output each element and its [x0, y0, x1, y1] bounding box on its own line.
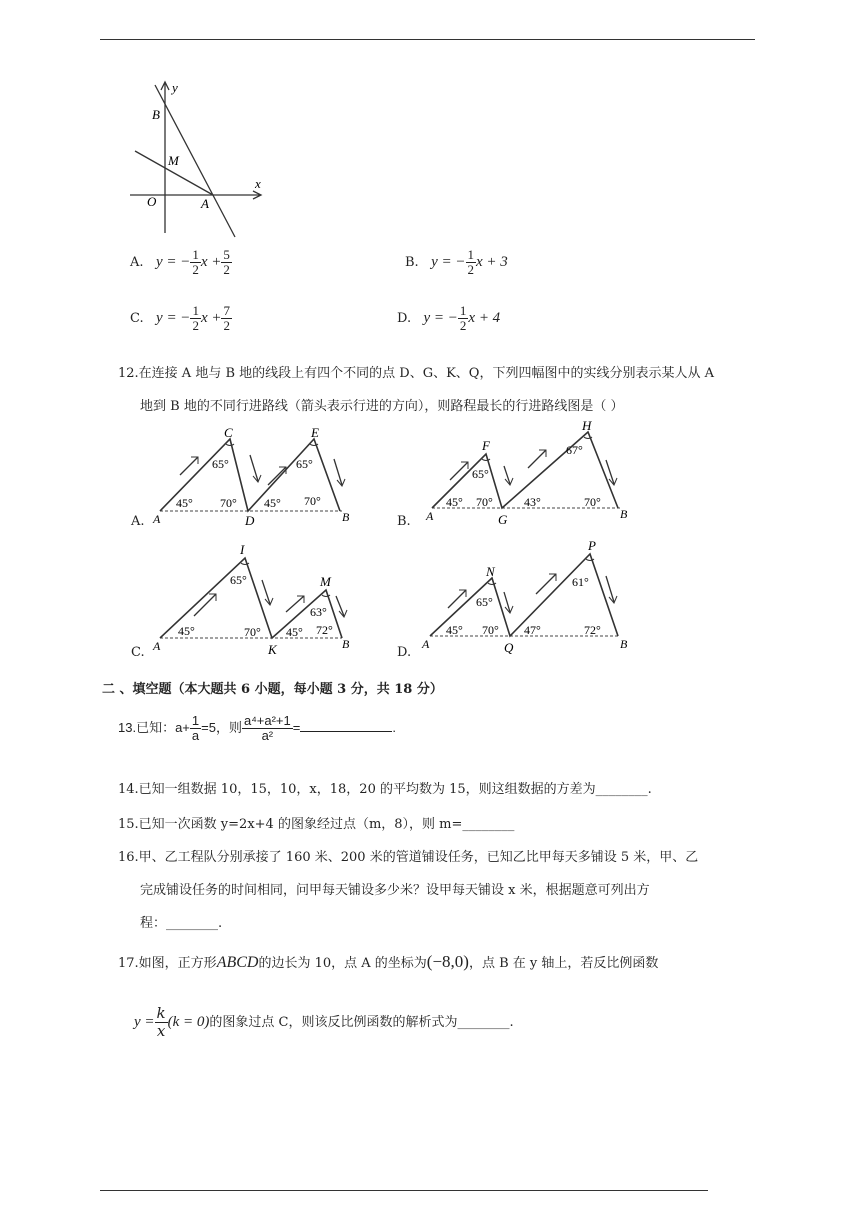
- q12-line1: 12.在连接 A 地与 B 地的线段上有四个不同的点 D、G、K、Q，下列四幅图中的实线分别表示某人从 A: [118, 366, 714, 381]
- fig-b-ang-6: 70°: [584, 495, 601, 509]
- graph-o-label: O: [147, 194, 157, 209]
- q16-line1: 16.甲、乙工程队分别承接了 160 米、200 米的管道铺设任务，已知乙比甲每天多铺设 5 米，甲、乙: [118, 850, 699, 865]
- fig-b-pt-h: H: [582, 418, 592, 433]
- fig-d-pt-q: Q: [504, 640, 514, 655]
- graph-x-label: x: [255, 176, 261, 191]
- fig-b-ang-1: 45°: [446, 495, 463, 509]
- fig-c-ang-4: 45°: [286, 625, 303, 639]
- q12-fig-d-label[interactable]: D.: [397, 645, 412, 660]
- fig-c-pt-i: I: [240, 542, 245, 557]
- header-rule: [100, 39, 755, 40]
- q12-line2: 地到 B 地的不同行进路线（箭头表示行进的方向），则路程最长的行进路线图是（ ）: [140, 399, 624, 414]
- fig-a-ang-6: 70°: [304, 494, 321, 508]
- section-2-heading: 二 、填空题（本大题共 6 小题，每小题 3 分，共 18 分）: [102, 682, 443, 697]
- fig-a-pt-b: B: [342, 510, 350, 524]
- fig-d-pt-a: A: [422, 637, 430, 651]
- fig-d-pt-n: N: [486, 564, 495, 579]
- fig-c-ang-2: 65°: [230, 573, 247, 587]
- fig-c-ang-6: 72°: [316, 623, 333, 637]
- fig-c-ang-3: 70°: [244, 625, 261, 639]
- fig-b-ang-5: 67°: [566, 443, 583, 457]
- q16-line3: 程：________.: [140, 916, 223, 931]
- fig-d-ang-5: 61°: [572, 575, 589, 589]
- q13: 13.已知：a+ $\frac{1}{a}$ =5，则 $\frac{\text{a⁴+a²+1}}{\text{a²}}$ = .: [118, 713, 396, 743]
- q14: 14.已知一组数据 10，15，10，x，18，20 的平均数为 15，则这组数据的方差为________.: [118, 782, 652, 797]
- footer-rule: [100, 1190, 708, 1191]
- q11-option-d[interactable]: D. y = − $\frac{1}{2}$ x + 4: [397, 303, 501, 333]
- q11-option-b[interactable]: B. y = − $\frac{1}{2}$ x + 3: [405, 247, 508, 277]
- graph-b-label: B: [152, 107, 160, 122]
- fig-a-ang-1: 45°: [176, 496, 193, 510]
- fig-a-ang-2: 65°: [212, 457, 229, 471]
- fig-d-pt-b: B: [620, 637, 628, 651]
- fig-d-ang-2: 65°: [476, 595, 493, 609]
- fig-b-pt-a: A: [426, 509, 434, 523]
- q17-line2: y = $\frac{k}{x}$ (k = 0)的图象过点 C，则该反比例函数的解析式为________.: [134, 1004, 514, 1040]
- graph-m-label: M: [168, 153, 179, 168]
- fig-a-ang-4: 45°: [264, 496, 281, 510]
- fig-c-pt-k: K: [268, 642, 277, 657]
- fig-b-pt-b: B: [620, 507, 628, 521]
- fig-b-pt-g: G: [498, 512, 508, 527]
- q11-option-c[interactable]: C. y = − $\frac{1}{2}$ x + $\frac{7}{2}$: [130, 303, 230, 333]
- q12-fig-b[interactable]: [420, 418, 640, 528]
- fig-c-pt-m: M: [320, 574, 331, 589]
- fig-d-ang-3: 70°: [482, 623, 499, 637]
- graph-y-label: y: [172, 80, 178, 95]
- q12-fig-a-label[interactable]: A.: [131, 514, 145, 529]
- fig-d-ang-1: 45°: [446, 623, 463, 637]
- q12-fig-d[interactable]: [418, 536, 640, 656]
- fig-a-pt-d: D: [245, 513, 255, 528]
- q13-answer-blank[interactable]: [300, 719, 392, 732]
- fig-b-pt-f: F: [482, 438, 490, 453]
- fig-b-ang-4: 43°: [524, 495, 541, 509]
- fig-d-ang-6: 72°: [584, 623, 601, 637]
- fig-b-ang-2: 65°: [472, 467, 489, 481]
- fig-b-ang-3: 70°: [476, 495, 493, 509]
- q11-option-a[interactable]: A. y = − $\frac{1}{2}$ x + $\frac{5}{2}$: [130, 247, 230, 277]
- fig-a-pt-e: E: [311, 425, 319, 440]
- fig-a-pt-a: A: [153, 512, 161, 526]
- q17-line1: 17.如图，正方形ABCD的边长为 10，点 A 的坐标为(−8,0)，点 B 在 y 轴上，若反比例函数: [118, 952, 659, 971]
- fig-a-pt-c: C: [224, 425, 233, 440]
- fig-d-ang-4: 47°: [524, 623, 541, 637]
- q11-graph: [125, 75, 275, 240]
- fig-c-ang-1: 45°: [178, 624, 195, 638]
- q12-fig-a[interactable]: [150, 425, 365, 530]
- q12-fig-c-label[interactable]: C.: [131, 645, 145, 660]
- fig-d-pt-p: P: [588, 538, 596, 553]
- q16-line2: 完成铺设任务的时间相同，问甲每天铺设多少米？设甲每天铺设 x 米，根据题意可列出方: [140, 883, 650, 898]
- fig-a-ang-3: 70°: [220, 496, 237, 510]
- q15: 15.已知一次函数 y=2x+4 的图象经过点（m，8），则 m=________: [118, 817, 515, 832]
- fig-c-pt-a: A: [153, 639, 161, 653]
- fig-c-pt-b: B: [342, 637, 350, 651]
- q12-fig-c[interactable]: [150, 540, 365, 660]
- fig-c-ang-5: 63°: [310, 605, 327, 619]
- graph-a-label: A: [201, 196, 209, 211]
- q12-fig-b-label[interactable]: B.: [397, 514, 411, 529]
- fig-a-ang-5: 65°: [296, 457, 313, 471]
